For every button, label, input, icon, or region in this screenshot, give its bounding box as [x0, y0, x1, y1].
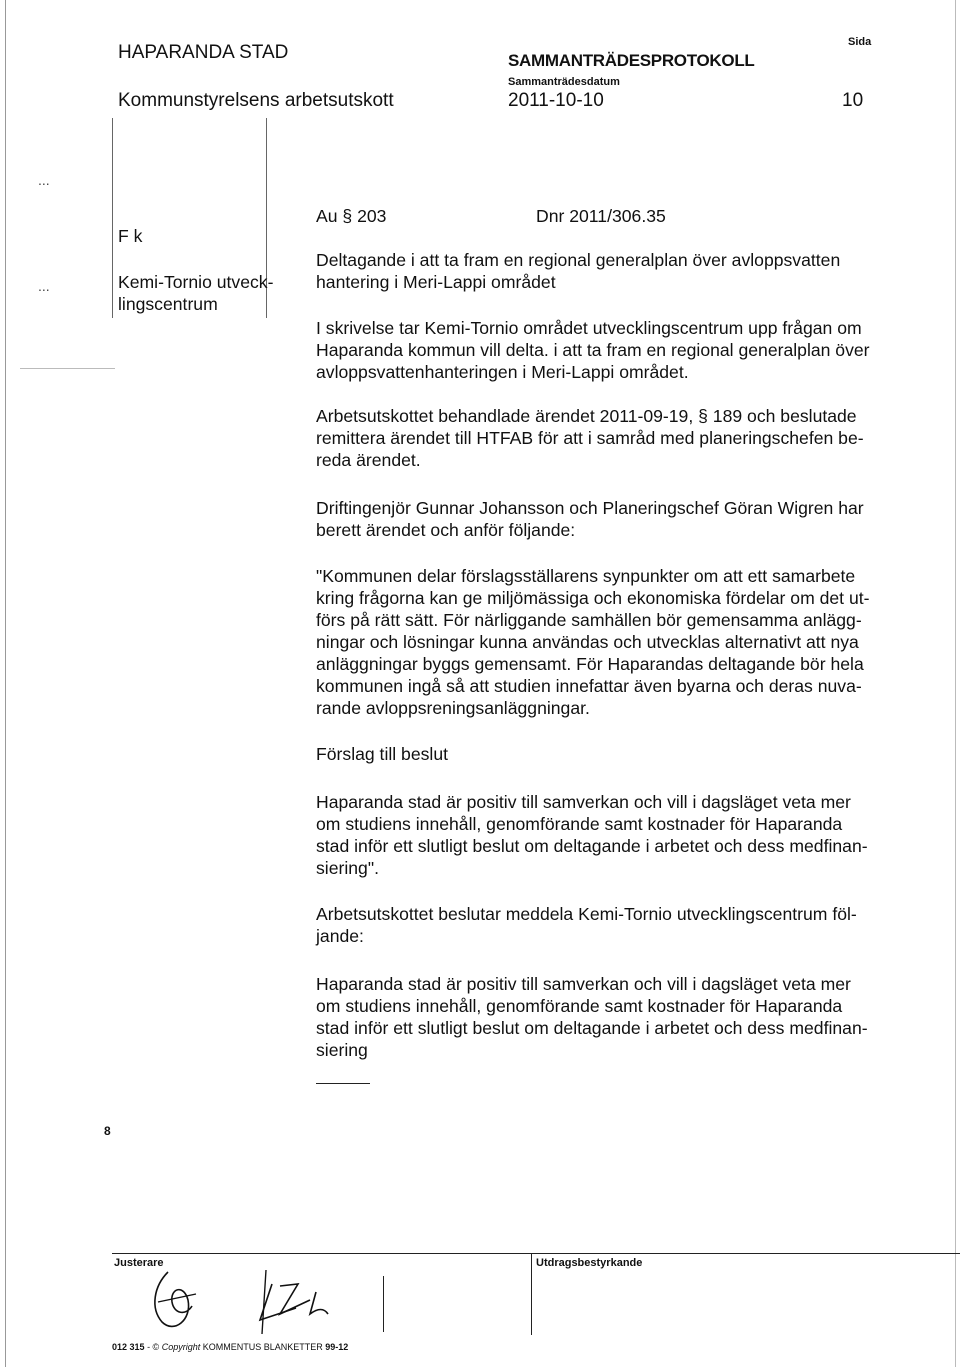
text-line: stad inför ett slutligt beslut om deltagande i arbetet och dess medfinan- [316, 1018, 868, 1038]
copyright-prefix: - © [147, 1342, 160, 1352]
protocol-title: SAMMANTRÄDESPROTOKOLL [508, 51, 755, 70]
paragraph [316, 317, 870, 383]
case-number: Dnr 2011/306.35 [536, 206, 666, 226]
text-line: Driftingenjör Gunnar Johansson och Planeringschef Göran Wigren har [316, 498, 864, 518]
text-line: förs på rätt sätt. För närliggande samhällen bör gemensamma anlägg- [316, 610, 862, 630]
text-line: Haparanda stad är positiv till samverkan och vill i dagsläget veta mer [316, 974, 851, 994]
side-number: 8 [104, 1124, 111, 1138]
text-line: avloppsvattenhanteringen i Meri-Lappi området. [316, 362, 689, 382]
form-code: 012 315 [112, 1342, 145, 1352]
text-line: Arbetsutskottet beslutar meddela Kemi-Tornio utvecklingscentrum föl- [316, 904, 857, 924]
end-rule [316, 1083, 370, 1084]
text-line: "Kommunen delar förslagsställarens synpunkter om att ett samarbete [316, 566, 856, 586]
text-line: siering". [316, 858, 379, 878]
utdrag-label: Utdragsbestyrkande [536, 1257, 643, 1269]
date-label: Sammanträdesdatum [508, 76, 620, 88]
committee-name: Kommunstyrelsens arbetsutskott [118, 90, 394, 111]
text-line: remittera ärendet till HTFAB för att i samråd med planeringschefen be- [316, 428, 864, 448]
decision-paragraph [316, 973, 868, 1061]
paragraph [316, 497, 864, 541]
margin-rule [20, 368, 115, 369]
case-title-line: hantering i Meri-Lappi området [316, 272, 556, 292]
text-line: jande: [316, 926, 364, 946]
case-title [316, 249, 840, 293]
text-line: om studiens innehåll, genomförande samt kostnader för Haparanda [316, 814, 843, 834]
text-line: stad inför ett slutligt beslut om deltagande i arbetet och dess medfinan- [316, 836, 868, 856]
text-line: kring frågorna kan ge miljömässiga och ekonomiska fördelar om det ut- [316, 588, 870, 608]
left-page-edge [5, 0, 6, 1367]
text-line: Haparanda kommun vill delta. i att ta fram en regional generalplan över [316, 340, 870, 360]
text-line: Förslag till beslut [316, 744, 449, 764]
copyright-brand: KOMMENTUS BLANKETTER [202, 1342, 323, 1352]
paragraph [316, 405, 864, 471]
meeting-date: 2011-10-10 [508, 90, 604, 111]
paragraph [316, 903, 857, 947]
recipient-line: lingscentrum [118, 294, 218, 314]
text-line: Arbetsutskottet behandlade ärendet 2011-09-19, § 189 och beslutade [316, 406, 857, 426]
justerare-label: Justerare [114, 1257, 164, 1269]
form-version: 99-12 [325, 1342, 349, 1352]
quote-paragraph [316, 565, 870, 719]
fk-label: F k [118, 226, 143, 246]
text-line: ningar och lösningar kunna användas och utvecklas alternativt att nya [316, 632, 859, 652]
text-line: I skrivelse tar Kemi-Tornio området utvecklingscentrum upp frågan om [316, 318, 862, 338]
margin-dots: ... [38, 172, 50, 188]
text-line: reda ärendet. [316, 450, 421, 470]
signature-separator [383, 1276, 384, 1332]
section-heading [316, 743, 448, 765]
footer-copyright [112, 1342, 348, 1352]
paragraph-number: Au § 203 [316, 206, 387, 226]
organization-name: HAPARANDA STAD [118, 42, 289, 63]
footer-divider [531, 1253, 532, 1335]
text-line: siering [316, 1040, 368, 1060]
right-page-edge [955, 0, 956, 1367]
recipient-line: Kemi-Tornio utveck- [118, 272, 274, 292]
paragraph [316, 791, 868, 879]
footer-rule [112, 1253, 960, 1254]
text-line: om studiens innehåll, genomförande samt kostnader för Haparanda [316, 996, 843, 1016]
text-line: rande avloppsreningsanläggningar. [316, 698, 590, 718]
text-line: anläggningar byggs gemensamt. För Haparandas deltagande bör hela [316, 654, 864, 674]
column-divider-line [112, 118, 113, 318]
copyright-word: Copyright [161, 1342, 201, 1352]
signature-initials [140, 1262, 400, 1342]
margin-dots: ... [38, 278, 50, 294]
page-number: 10 [842, 90, 864, 111]
case-title-line: Deltagande i att ta fram en regional generalplan över avloppsvatten [316, 250, 841, 270]
page-label: Sida [848, 36, 872, 48]
text-line: Haparanda stad är positiv till samverkan och vill i dagsläget veta mer [316, 792, 851, 812]
text-line: berett ärendet och anför följande: [316, 520, 576, 540]
text-line: kommunen ingå så att studien innefattar även byarna och deras nuva- [316, 676, 862, 696]
